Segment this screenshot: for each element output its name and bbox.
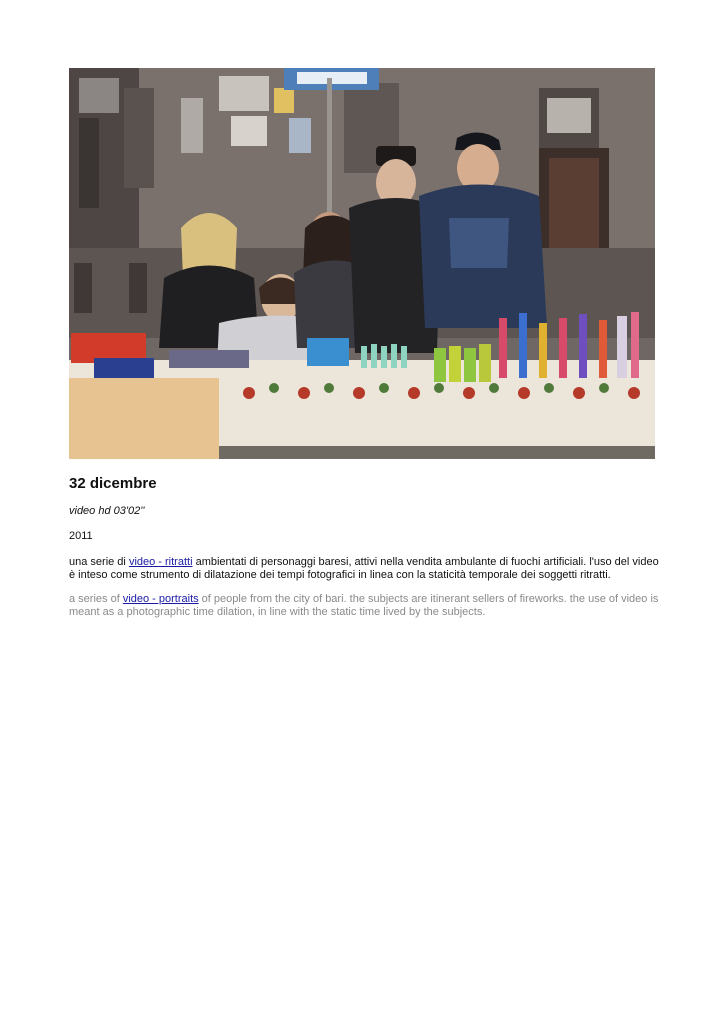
video-format: video hd 03'02''	[69, 505, 145, 517]
description-it-after: ambientati di personaggi baresi, attivi nella vendita ambulante di fuochi artificiali. l'uso del video è inteso come strumento di dilatazione dei tempi fotografici in linea con la staticità temporale dei soggetti ritratti.	[69, 556, 659, 581]
description-it-before: una serie di	[69, 556, 129, 568]
artwork-photo	[69, 68, 655, 459]
year: 2011	[69, 530, 93, 542]
video-ritratti-link[interactable]: video - ritratti	[128, 556, 193, 568]
description-english	[69, 593, 659, 619]
description-en-after: of people from the city of bari. the subjects are itinerant sellers of fireworks. the use of video is meant as a photographic time dilation, in line with the static time lived by the subjects.	[69, 593, 659, 618]
photo-illustration	[69, 68, 655, 459]
description-italian	[69, 556, 659, 582]
description-en-before: a series of	[69, 593, 123, 605]
page-title: 32 dicembre	[69, 475, 157, 492]
video-portraits-link[interactable]: video - portraits	[122, 593, 199, 605]
